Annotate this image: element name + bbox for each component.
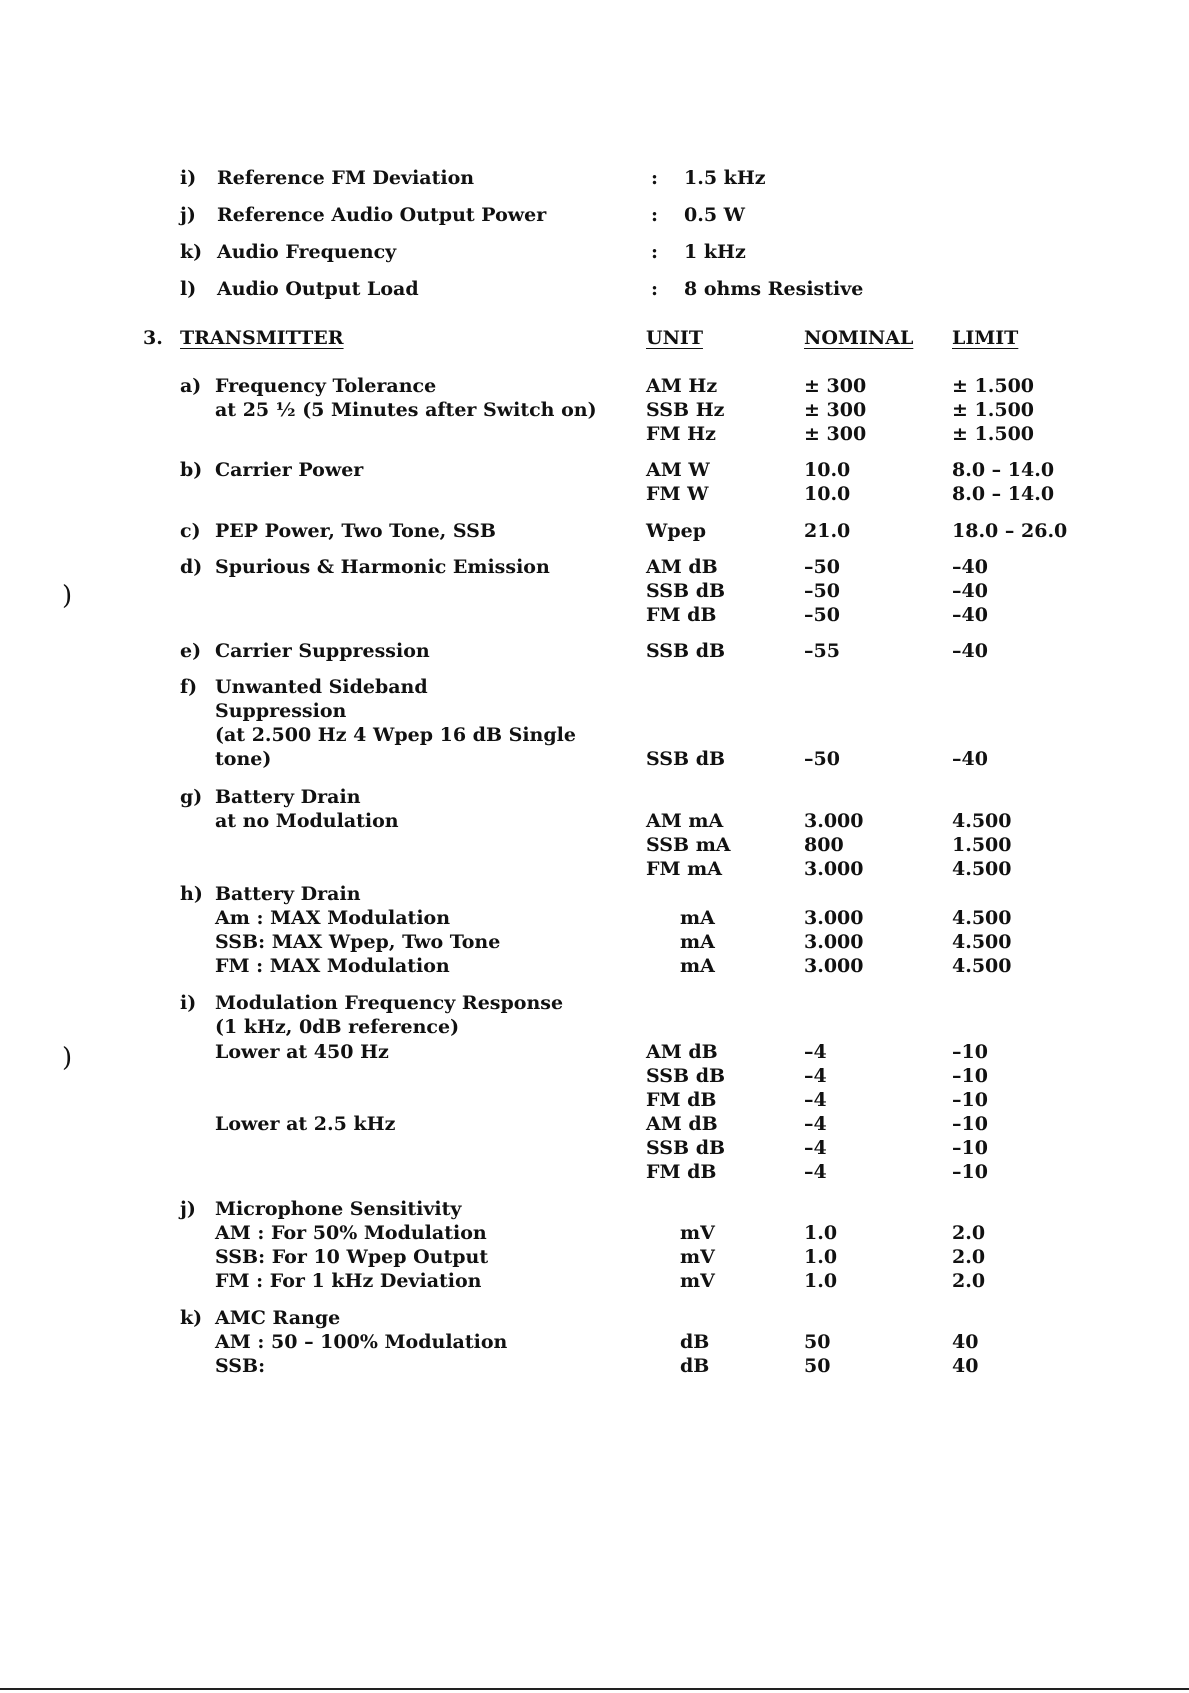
item-subtitle: Suppression (215, 700, 347, 722)
spec-row (0, 422, 1189, 446)
unit-cell: FM Hz (646, 423, 716, 445)
nominal-cell: –50 (804, 748, 840, 770)
item-title: Microphone Sensitivity (215, 1198, 462, 1220)
limit-cell: 4.500 (952, 907, 1012, 929)
item-label: e) (180, 640, 202, 662)
spec-row (0, 1330, 1189, 1354)
spec-row (0, 857, 1189, 881)
limit-cell: –10 (952, 1041, 988, 1063)
row-text: Lower at 450 Hz (215, 1041, 389, 1063)
unit-cell: AM dB (646, 556, 718, 578)
item-label: j) (180, 204, 196, 226)
spec-row (0, 519, 1189, 543)
ref-text: Audio Frequency (217, 241, 397, 263)
spec-row (0, 603, 1189, 627)
item-label: h) (180, 883, 203, 905)
spec-row (0, 579, 1189, 603)
nominal-cell: 1.0 (804, 1222, 838, 1244)
item-title: Spurious & Harmonic Emission (215, 556, 550, 578)
spec-row (0, 555, 1189, 579)
nominal-cell: 21.0 (804, 520, 851, 542)
spec-row (0, 809, 1189, 833)
nominal-cell: 50 (804, 1331, 831, 1353)
nominal-cell: –4 (804, 1089, 827, 1111)
nominal-cell: ± 300 (804, 423, 867, 445)
item-title: Modulation Frequency Response (215, 992, 564, 1014)
spec-row (0, 1306, 1189, 1330)
ref-row-audio-output-power (0, 203, 1189, 227)
item-title: Frequency Tolerance (215, 375, 437, 397)
limit-cell: –10 (952, 1137, 988, 1159)
unit-cell: FM dB (646, 1089, 717, 1111)
nominal-cell: 3.000 (804, 931, 864, 953)
limit-cell: 2.0 (952, 1222, 986, 1244)
unit-cell: SSB dB (646, 580, 726, 602)
limit-cell: 8.0 – 14.0 (952, 483, 1055, 505)
spec-row (0, 699, 1189, 723)
item-label: c) (180, 520, 201, 542)
spec-row (0, 1160, 1189, 1184)
limit-cell: 8.0 – 14.0 (952, 459, 1055, 481)
nominal-header: NOMINAL (804, 327, 914, 349)
spec-row (0, 882, 1189, 906)
item-title: AMC Range (215, 1307, 341, 1329)
spec-row (0, 374, 1189, 398)
ref-value: 8 ohms Resistive (684, 278, 864, 300)
limit-cell: ± 1.500 (952, 423, 1035, 445)
item-label: j) (180, 1198, 196, 1220)
item-subtitle: at 25 ½ (5 Minutes after Switch on) (215, 399, 597, 421)
ref-row-audio-frequency (0, 240, 1189, 264)
spec-row (0, 723, 1189, 747)
ref-colon: : (651, 241, 659, 263)
unit-cell: FM W (646, 483, 709, 505)
spec-row (0, 1245, 1189, 1269)
row-text: Am : MAX Modulation (215, 907, 451, 929)
spec-row (0, 1136, 1189, 1160)
nominal-cell: –4 (804, 1137, 827, 1159)
spec-row (0, 482, 1189, 506)
page-bottom-rule (0, 1688, 1189, 1690)
ref-row-audio-output-load (0, 277, 1189, 301)
section-title: TRANSMITTER (180, 327, 344, 349)
spec-row (0, 1197, 1189, 1221)
nominal-cell: 3.000 (804, 955, 864, 977)
item-label: l) (180, 278, 197, 300)
nominal-cell: ± 300 (804, 375, 867, 397)
limit-cell: –10 (952, 1113, 988, 1135)
ref-colon: : (651, 167, 659, 189)
unit-cell: FM mA (646, 858, 722, 880)
limit-cell: –10 (952, 1089, 988, 1111)
limit-cell: –40 (952, 556, 988, 578)
unit-cell: dB (680, 1331, 710, 1353)
item-label: b) (180, 459, 203, 481)
spec-row (0, 1088, 1189, 1112)
limit-cell: 1.500 (952, 834, 1012, 856)
unit-cell: SSB mA (646, 834, 731, 856)
unit-cell: mA (680, 907, 715, 929)
spec-row (0, 1354, 1189, 1378)
ref-value: 1 kHz (684, 241, 746, 263)
spec-row (0, 398, 1189, 422)
row-text: Lower at 2.5 kHz (215, 1113, 396, 1135)
item-label: d) (180, 556, 203, 578)
row-text: AM : 50 – 100% Modulation (215, 1331, 508, 1353)
unit-cell: mA (680, 931, 715, 953)
nominal-cell: 1.0 (804, 1270, 838, 1292)
limit-cell: 4.500 (952, 858, 1012, 880)
spec-row (0, 1269, 1189, 1293)
unit-cell: AM dB (646, 1113, 718, 1135)
limit-cell: 4.500 (952, 810, 1012, 832)
item-subtitle: (at 2.500 Hz 4 Wpep 16 dB Single (215, 724, 576, 746)
nominal-cell: 3.000 (804, 810, 864, 832)
limit-cell: 2.0 (952, 1246, 986, 1268)
nominal-cell: –4 (804, 1065, 827, 1087)
ref-value: 0.5 W (684, 204, 746, 226)
spec-row (0, 906, 1189, 930)
spec-row (0, 991, 1189, 1015)
unit-cell: SSB dB (646, 1137, 726, 1159)
section-header (0, 326, 1189, 350)
unit-header: UNIT (646, 327, 703, 349)
limit-cell: –40 (952, 580, 988, 602)
spec-row (0, 1112, 1189, 1136)
limit-cell: 2.0 (952, 1270, 986, 1292)
spec-row (0, 639, 1189, 663)
spec-row (0, 785, 1189, 809)
unit-cell: SSB dB (646, 748, 726, 770)
limit-cell: 4.500 (952, 955, 1012, 977)
nominal-cell: –50 (804, 556, 840, 578)
row-text: SSB: (215, 1355, 266, 1377)
row-text: FM : For 1 kHz Deviation (215, 1270, 482, 1292)
item-label: k) (180, 1307, 203, 1329)
margin-mark: ) (62, 581, 73, 611)
item-label: a) (180, 375, 202, 397)
unit-cell: SSB dB (646, 1065, 726, 1087)
limit-cell: 40 (952, 1355, 979, 1377)
unit-cell: mV (680, 1270, 715, 1292)
nominal-cell: –4 (804, 1041, 827, 1063)
nominal-cell: ± 300 (804, 399, 867, 421)
limit-cell: –40 (952, 748, 988, 770)
section-number: 3. (143, 327, 163, 349)
spec-row (0, 930, 1189, 954)
ref-colon: : (651, 278, 659, 300)
unit-cell: AM W (646, 459, 710, 481)
item-subtitle: tone) (215, 748, 272, 770)
item-label: g) (180, 786, 203, 808)
unit-cell: FM dB (646, 1161, 717, 1183)
limit-cell: –40 (952, 640, 988, 662)
nominal-cell: 50 (804, 1355, 831, 1377)
item-subtitle: at no Modulation (215, 810, 399, 832)
spec-row (0, 675, 1189, 699)
nominal-cell: 1.0 (804, 1246, 838, 1268)
limit-cell: 18.0 – 26.0 (952, 520, 1068, 542)
nominal-cell: 10.0 (804, 483, 851, 505)
ref-row-fm-deviation (0, 166, 1189, 190)
ref-text: Audio Output Load (217, 278, 419, 300)
spec-row (0, 747, 1189, 771)
item-title: Carrier Suppression (215, 640, 430, 662)
ref-text: Reference Audio Output Power (217, 204, 547, 226)
nominal-cell: 3.000 (804, 907, 864, 929)
unit-cell: mV (680, 1246, 715, 1268)
row-text: AM : For 50% Modulation (215, 1222, 487, 1244)
unit-cell: Wpep (646, 520, 706, 542)
limit-cell: ± 1.500 (952, 399, 1035, 421)
spec-row (0, 954, 1189, 978)
item-label: f) (180, 676, 198, 698)
unit-cell: AM mA (646, 810, 724, 832)
nominal-cell: –55 (804, 640, 840, 662)
item-title: Unwanted Sideband (215, 676, 428, 698)
ref-colon: : (651, 204, 659, 226)
item-title: Battery Drain (215, 883, 361, 905)
limit-cell: –10 (952, 1065, 988, 1087)
item-label: i) (180, 167, 197, 189)
row-text: FM : MAX Modulation (215, 955, 450, 977)
spec-row (0, 1064, 1189, 1088)
ref-value: 1.5 kHz (684, 167, 766, 189)
unit-cell: AM dB (646, 1041, 718, 1063)
unit-cell: mA (680, 955, 715, 977)
nominal-cell: 800 (804, 834, 844, 856)
item-label: k) (180, 241, 203, 263)
limit-cell: –10 (952, 1161, 988, 1183)
unit-cell: SSB Hz (646, 399, 725, 421)
limit-cell: 4.500 (952, 931, 1012, 953)
unit-cell: AM Hz (646, 375, 718, 397)
margin-mark: ) (62, 1043, 73, 1073)
spec-row (0, 833, 1189, 857)
unit-cell: SSB dB (646, 640, 726, 662)
item-title: Battery Drain (215, 786, 361, 808)
spec-row (0, 458, 1189, 482)
limit-cell: 40 (952, 1331, 979, 1353)
spec-row (0, 1015, 1189, 1039)
ref-text: Reference FM Deviation (217, 167, 475, 189)
limit-cell: ± 1.500 (952, 375, 1035, 397)
row-text: SSB: MAX Wpep, Two Tone (215, 931, 501, 953)
nominal-cell: –50 (804, 580, 840, 602)
row-text: SSB: For 10 Wpep Output (215, 1246, 489, 1268)
unit-cell: mV (680, 1222, 715, 1244)
item-subtitle: (1 kHz, 0dB reference) (215, 1016, 460, 1038)
limit-header: LIMIT (952, 327, 1019, 349)
unit-cell: FM dB (646, 604, 717, 626)
nominal-cell: 3.000 (804, 858, 864, 880)
nominal-cell: –4 (804, 1113, 827, 1135)
nominal-cell: 10.0 (804, 459, 851, 481)
nominal-cell: –4 (804, 1161, 827, 1183)
item-label: i) (180, 992, 197, 1014)
item-title: PEP Power, Two Tone, SSB (215, 520, 496, 542)
spec-row (0, 1221, 1189, 1245)
unit-cell: dB (680, 1355, 710, 1377)
item-title: Carrier Power (215, 459, 364, 481)
spec-row (0, 1040, 1189, 1064)
limit-cell: –40 (952, 604, 988, 626)
nominal-cell: –50 (804, 604, 840, 626)
